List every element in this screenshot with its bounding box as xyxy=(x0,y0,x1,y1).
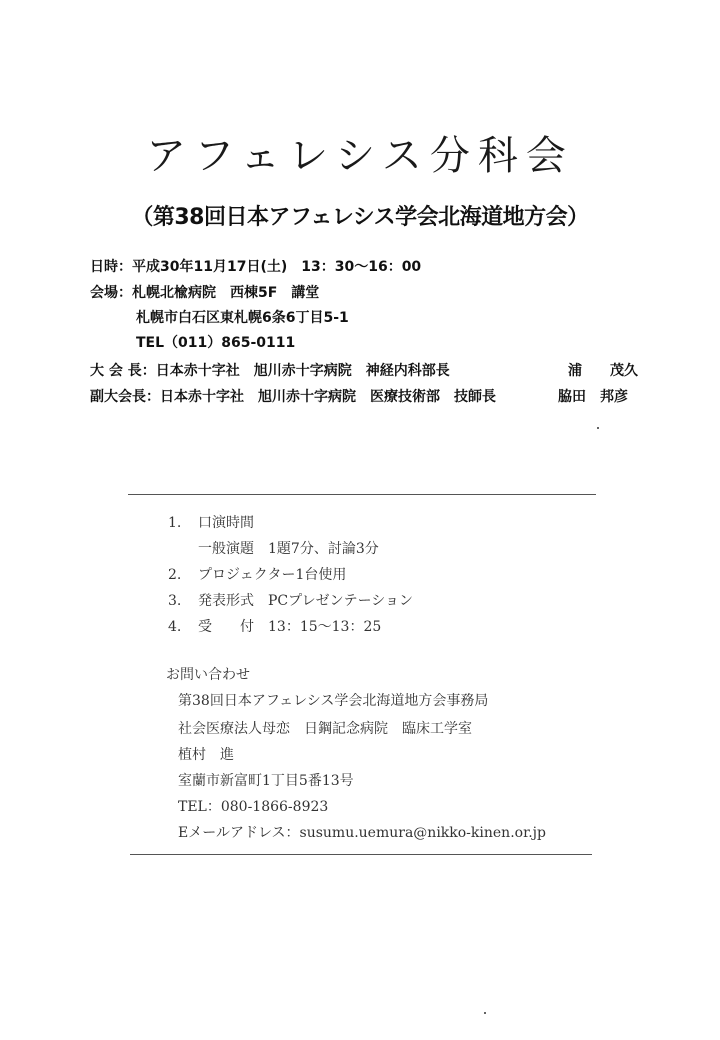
note-text: 発表形式 PCプレゼンテーション xyxy=(198,593,414,609)
note-item xyxy=(168,616,381,636)
president-row xyxy=(90,360,450,380)
president-name: 浦 茂久 xyxy=(568,363,638,379)
datetime-label: 日時： xyxy=(90,259,132,275)
datetime-row xyxy=(90,256,421,276)
note-number: 4. xyxy=(168,619,182,635)
note-item xyxy=(168,564,346,584)
venue-line: 札幌北楡病院 西棟5F 講堂 xyxy=(132,285,320,301)
venue-address: 札幌市白石区東札幌6条6丁目5-1 xyxy=(136,310,349,326)
vice-president-label: 副大会長： xyxy=(90,389,160,405)
president-org: 日本赤十字社 旭川赤十字病院 神経内科部長 xyxy=(155,363,450,379)
note-number: 3. xyxy=(168,593,182,609)
note-item xyxy=(168,512,254,532)
note-number: 1. xyxy=(168,515,182,531)
vice-president-org: 日本赤十字社 旭川赤十字病院 医療技術部 技師長 xyxy=(160,389,496,405)
note-number: 2. xyxy=(168,567,182,583)
note-item xyxy=(168,590,413,610)
note-text: 口演時間 xyxy=(198,515,254,531)
contact-address: 室蘭市新富町1丁目5番13号 xyxy=(178,773,354,789)
divider-bottom xyxy=(130,854,592,855)
note-text: 受 付 13：15〜13：25 xyxy=(198,619,382,635)
scan-speck xyxy=(484,1012,486,1014)
venue-row xyxy=(90,282,319,302)
scan-speck xyxy=(597,427,599,429)
contact-phone: TEL：080-1866-8923 xyxy=(178,799,329,815)
contact-email: Eメールアドレス：susumu.uemura@nikko-kinen.or.jp xyxy=(178,825,546,841)
page-title: アフェレシス分科会 xyxy=(146,133,574,179)
divider-top xyxy=(128,494,596,495)
vice-president-name: 脇田 邦彦 xyxy=(558,389,628,405)
venue-label: 会場： xyxy=(90,285,132,301)
note-text: プロジェクター1台使用 xyxy=(198,567,347,583)
contact-office: 第38回日本アフェレシス学会北海道地方会事務局 xyxy=(178,693,489,709)
venue-phone: TEL（011）865-0111 xyxy=(136,335,296,351)
contact-person: 植村 進 xyxy=(178,747,234,763)
subtitle: （第38回日本アフェレシス学会北海道地方会） xyxy=(131,205,589,230)
note-subitem: 一般演題 1題7分、討論3分 xyxy=(198,541,379,557)
president-label: 大 会 長： xyxy=(90,363,156,379)
datetime-value: 平成30年11月17日(土) 13：30〜16：00 xyxy=(132,259,422,275)
contact-organization: 社会医療法人母恋 日鋼記念病院 臨床工学室 xyxy=(178,721,472,737)
vice-president-row xyxy=(90,386,496,406)
contact-heading: お問い合わせ xyxy=(166,667,250,683)
